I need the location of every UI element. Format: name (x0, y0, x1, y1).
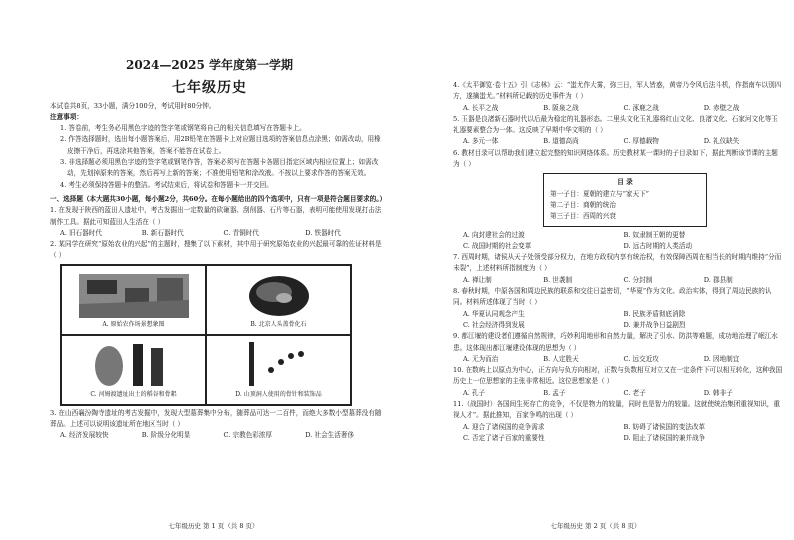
option-b: B. 新石器时代 (141, 228, 184, 237)
question-5-options (453, 136, 784, 147)
option-c: C. 战国时期的社会变革 (463, 241, 532, 250)
notice-item-1: 1. 答卷前，考生务必用黑色字迹的签字笔或钢笔将自己的相关信息填写在答题卡上。 (60, 124, 306, 133)
question-10-stem: 10. 在数屿上以原点为中心，正方向与负方向相对，正数与负数相互对立又在一定条件下可以相互转化，这种我国历史上一位思想家的主张非常相近。这位思想家是（ ） (453, 366, 783, 386)
question-3-options (50, 430, 387, 441)
option-d: D. 铁器时代 (305, 228, 341, 237)
question-11-options (453, 422, 784, 445)
notice-item-3: 3. 非选择题必须用黑色字迹的签字笔或钢笔作答，答案必须写在答题卡各题目指定区域内相应位置上；如需改动，先划掉原来的答案，然后再写上新的答案；不准使用铅笔和涂改液。不按以上要求作答的答案无效。 (60, 158, 379, 178)
option-a: A. 旧石器时代 (60, 228, 102, 237)
toc-item-3: 第三子目：西周的兴衰 (550, 212, 616, 221)
question-7-options (453, 275, 784, 286)
question-2-image-grid (60, 264, 352, 406)
option-c: C. 否定了诸子百家的重要性 (463, 433, 545, 442)
option-b: B. 奴隶制王朝的更替 (623, 230, 686, 239)
option-b: B. 人定胜天 (543, 354, 579, 363)
option-d: D. 郡县制 (703, 275, 733, 284)
question-6-stem: 6. 教材目录可以帮助我们建立起完整的知识网络体系。历史教材某一课时的子目录如下，据此判断该节课的主题为（ ） (453, 148, 778, 169)
option-b: B. 孟子 (543, 388, 566, 397)
exam-info: 本试卷共8页，33小题，满分100分，考试用时80分钟。 (50, 101, 216, 110)
question-4-stem: 4.《太平御览·卷十五》引《志林》云：“蚩尤作大雾，弥三日，军人皆惑，黄帝乃令风后法斗机，作指南车以别四方，遂擒蚩尤。”材料所记载的历史事件为（ ） (453, 81, 782, 101)
question-4-options (453, 103, 784, 114)
image-rice-and-bone-tool (61, 335, 206, 405)
question-8-options (453, 309, 784, 332)
page-2 (397, 0, 794, 540)
option-b: B. 民族矛盾彻底消除 (623, 309, 686, 318)
bone-needle-ornaments-picture (239, 340, 319, 390)
question-1-stem: 1. 在发现于陕西的蓝田人遗址中，考古发掘出一定数量的砍砸器、刮削器、石片等石器，表明可能使用发现打击法制作工具。据此可知蓝田人生活在（ ） (50, 206, 382, 226)
toc-item-2: 第二子目：商朝的统治 (550, 200, 616, 209)
rice-and-bone-tool-picture (89, 340, 179, 390)
option-a: A. 向封建社会的过渡 (463, 230, 525, 239)
option-b: B. 阪泉之战 (543, 103, 579, 112)
toc-title: 目 录 (617, 178, 633, 187)
question-11-stem: 11.（战国时）各国间生死存亡的竞争，不仅是物力的较量，同时也是智力的较量。这就使统治集团重视知识，重视人才”。据此推知，百家争鸣的出现（ ） (453, 400, 780, 420)
option-c: C. 厚德载物 (623, 137, 659, 146)
option-d: D. 因地制宜 (703, 354, 740, 363)
question-1-options (50, 228, 387, 239)
question-7-stem: 7. 西周时期，诸侯从天子处领受部分权力，在地方政权内享有统治权，有效保障西周在相当长的时期内维持“分而未裂”，上述材料所指制度为（ ） (453, 253, 782, 273)
option-d: D. 社会生活奢侈 (305, 431, 355, 440)
option-c: C. 分封制 (623, 275, 653, 284)
image-bone-needle-ornaments (206, 335, 351, 405)
option-a: A. 无为而治 (463, 354, 499, 363)
table-of-contents-box (543, 173, 707, 226)
question-6-options (453, 230, 784, 253)
exam-term-title: 2024—2025 学年度第一学期 (126, 58, 293, 72)
option-b: B. 阶级分化明显 (141, 431, 191, 440)
question-3-stem: 3. 在山西襄汾陶寺遗址的考古发掘中，发现大型墓葬集中分布，随葬品可达一二百件，而绝大多数小型墓葬没有随葬品。上述可以说明该遗址所在地区当时（ ） (50, 408, 382, 429)
image-farming-scene (61, 265, 206, 335)
option-c: C. 社会经济得到发展 (463, 320, 525, 329)
caption-c: C. 河姆渡遗址出土的稻谷和骨耜 (90, 389, 176, 403)
page-footer-2: 七年级历史 第 2 页（共 8 页） (550, 521, 641, 530)
option-a: A. 华夏认同观念产生 (463, 309, 525, 318)
option-c: C. 涿鹿之战 (623, 103, 659, 112)
notice-item-4: 4. 考生必须保持答题卡的整洁。考试结束后，将试卷和答题卡一并交回。 (60, 180, 273, 189)
option-d: D. 赤壁之战 (703, 103, 740, 112)
caption-d: D. 山顶洞人使用的骨针和装饰品 (235, 389, 321, 403)
page-footer-1: 七年级历史 第 1 页（共 8 页） (168, 521, 259, 530)
option-c: C. 老子 (623, 388, 646, 397)
question-9-options (453, 354, 784, 365)
option-a: A. 多元一体 (463, 137, 499, 146)
question-10-options (453, 388, 784, 399)
option-a: A. 长平之战 (463, 103, 499, 112)
notice-item-2: 2. 作答选择题时，选出每小题答案后，用2B铅笔在答题卡上对应题目选项的答案信息点涂黑；如需改动，用橡皮擦干净后，再选涂其他答案，答案不能答在试卷上。 (60, 135, 381, 155)
option-d: D. 礼仪缺失 (703, 137, 740, 146)
caption-b: B. 北京人头盖骨化石 (250, 319, 306, 333)
section-heading: 一、选择题（本大题共30小题，每小题2分，共60分。在每小题给出的四个选项中，只有一项是符合题目要求的。） (50, 194, 387, 203)
option-b: B. 妨碍了诸侯国的变法改革 (623, 422, 706, 431)
exam-subject-title: 七年级历史 (172, 80, 247, 97)
option-c: C. 远交近攻 (623, 354, 659, 363)
option-d: D. 兼并战争日益剧烈 (623, 320, 686, 329)
notice-title: 注意事项： (50, 112, 83, 121)
farming-scene-picture (79, 270, 189, 320)
option-b: B. 道德高尚 (543, 137, 579, 146)
option-c: C. 青铜时代 (223, 228, 259, 237)
question-9-stem: 9. 都江堰的建设者们遵循自然规律，巧妙利用地形和自然力量，解决了引水、防洪等难题，成功地治理了岷江水患。这体现出都江堰建设体现的思想为（ ） (453, 332, 778, 352)
option-b: B. 世袭制 (543, 275, 573, 284)
question-5-stem: 5. 玉器是良渚新石器时代以后最为稳定的礼器形态。二里头文化玉礼器将红山文化、良渚文化、石家河文化等玉礼器要素整合为一体。这反映了早期中华文明的（ ） (453, 114, 778, 135)
toc-item-1: 第一子目：夏朝的建立与“家天下” (550, 189, 650, 198)
option-d: D. 韩非子 (703, 388, 733, 397)
question-8-stem: 8. 春秋时期，中原各国和周边民族的联系和交往日益密切，“华夏”作为文化、政治实体，得到了周边民族的认同。材料所述体现了当时（ ） (453, 287, 772, 307)
image-skull-fossil (206, 265, 351, 335)
option-a: A. 经济发展较快 (60, 431, 109, 440)
option-d: D. 阻止了诸侯国的兼并战争 (623, 433, 706, 442)
option-a: A. 禅让制 (463, 275, 492, 284)
skull-fossil-picture (244, 270, 314, 320)
option-d: D. 远古时期的人类活动 (623, 241, 693, 250)
option-a: A. 孔子 (463, 388, 486, 397)
caption-a: A. 原始农作场景想象图 (102, 319, 164, 333)
question-2-stem: 2. 某同学在研究“原始农业的兴起”的主题时，搜集了以下素材，其中用于研究原始农业的兴起最可靠的佐证材料是（ ） (50, 240, 382, 260)
option-a: A. 迎合了诸侯国的竞争需求 (463, 422, 545, 431)
option-c: C. 宗教色彩浓厚 (223, 431, 273, 440)
